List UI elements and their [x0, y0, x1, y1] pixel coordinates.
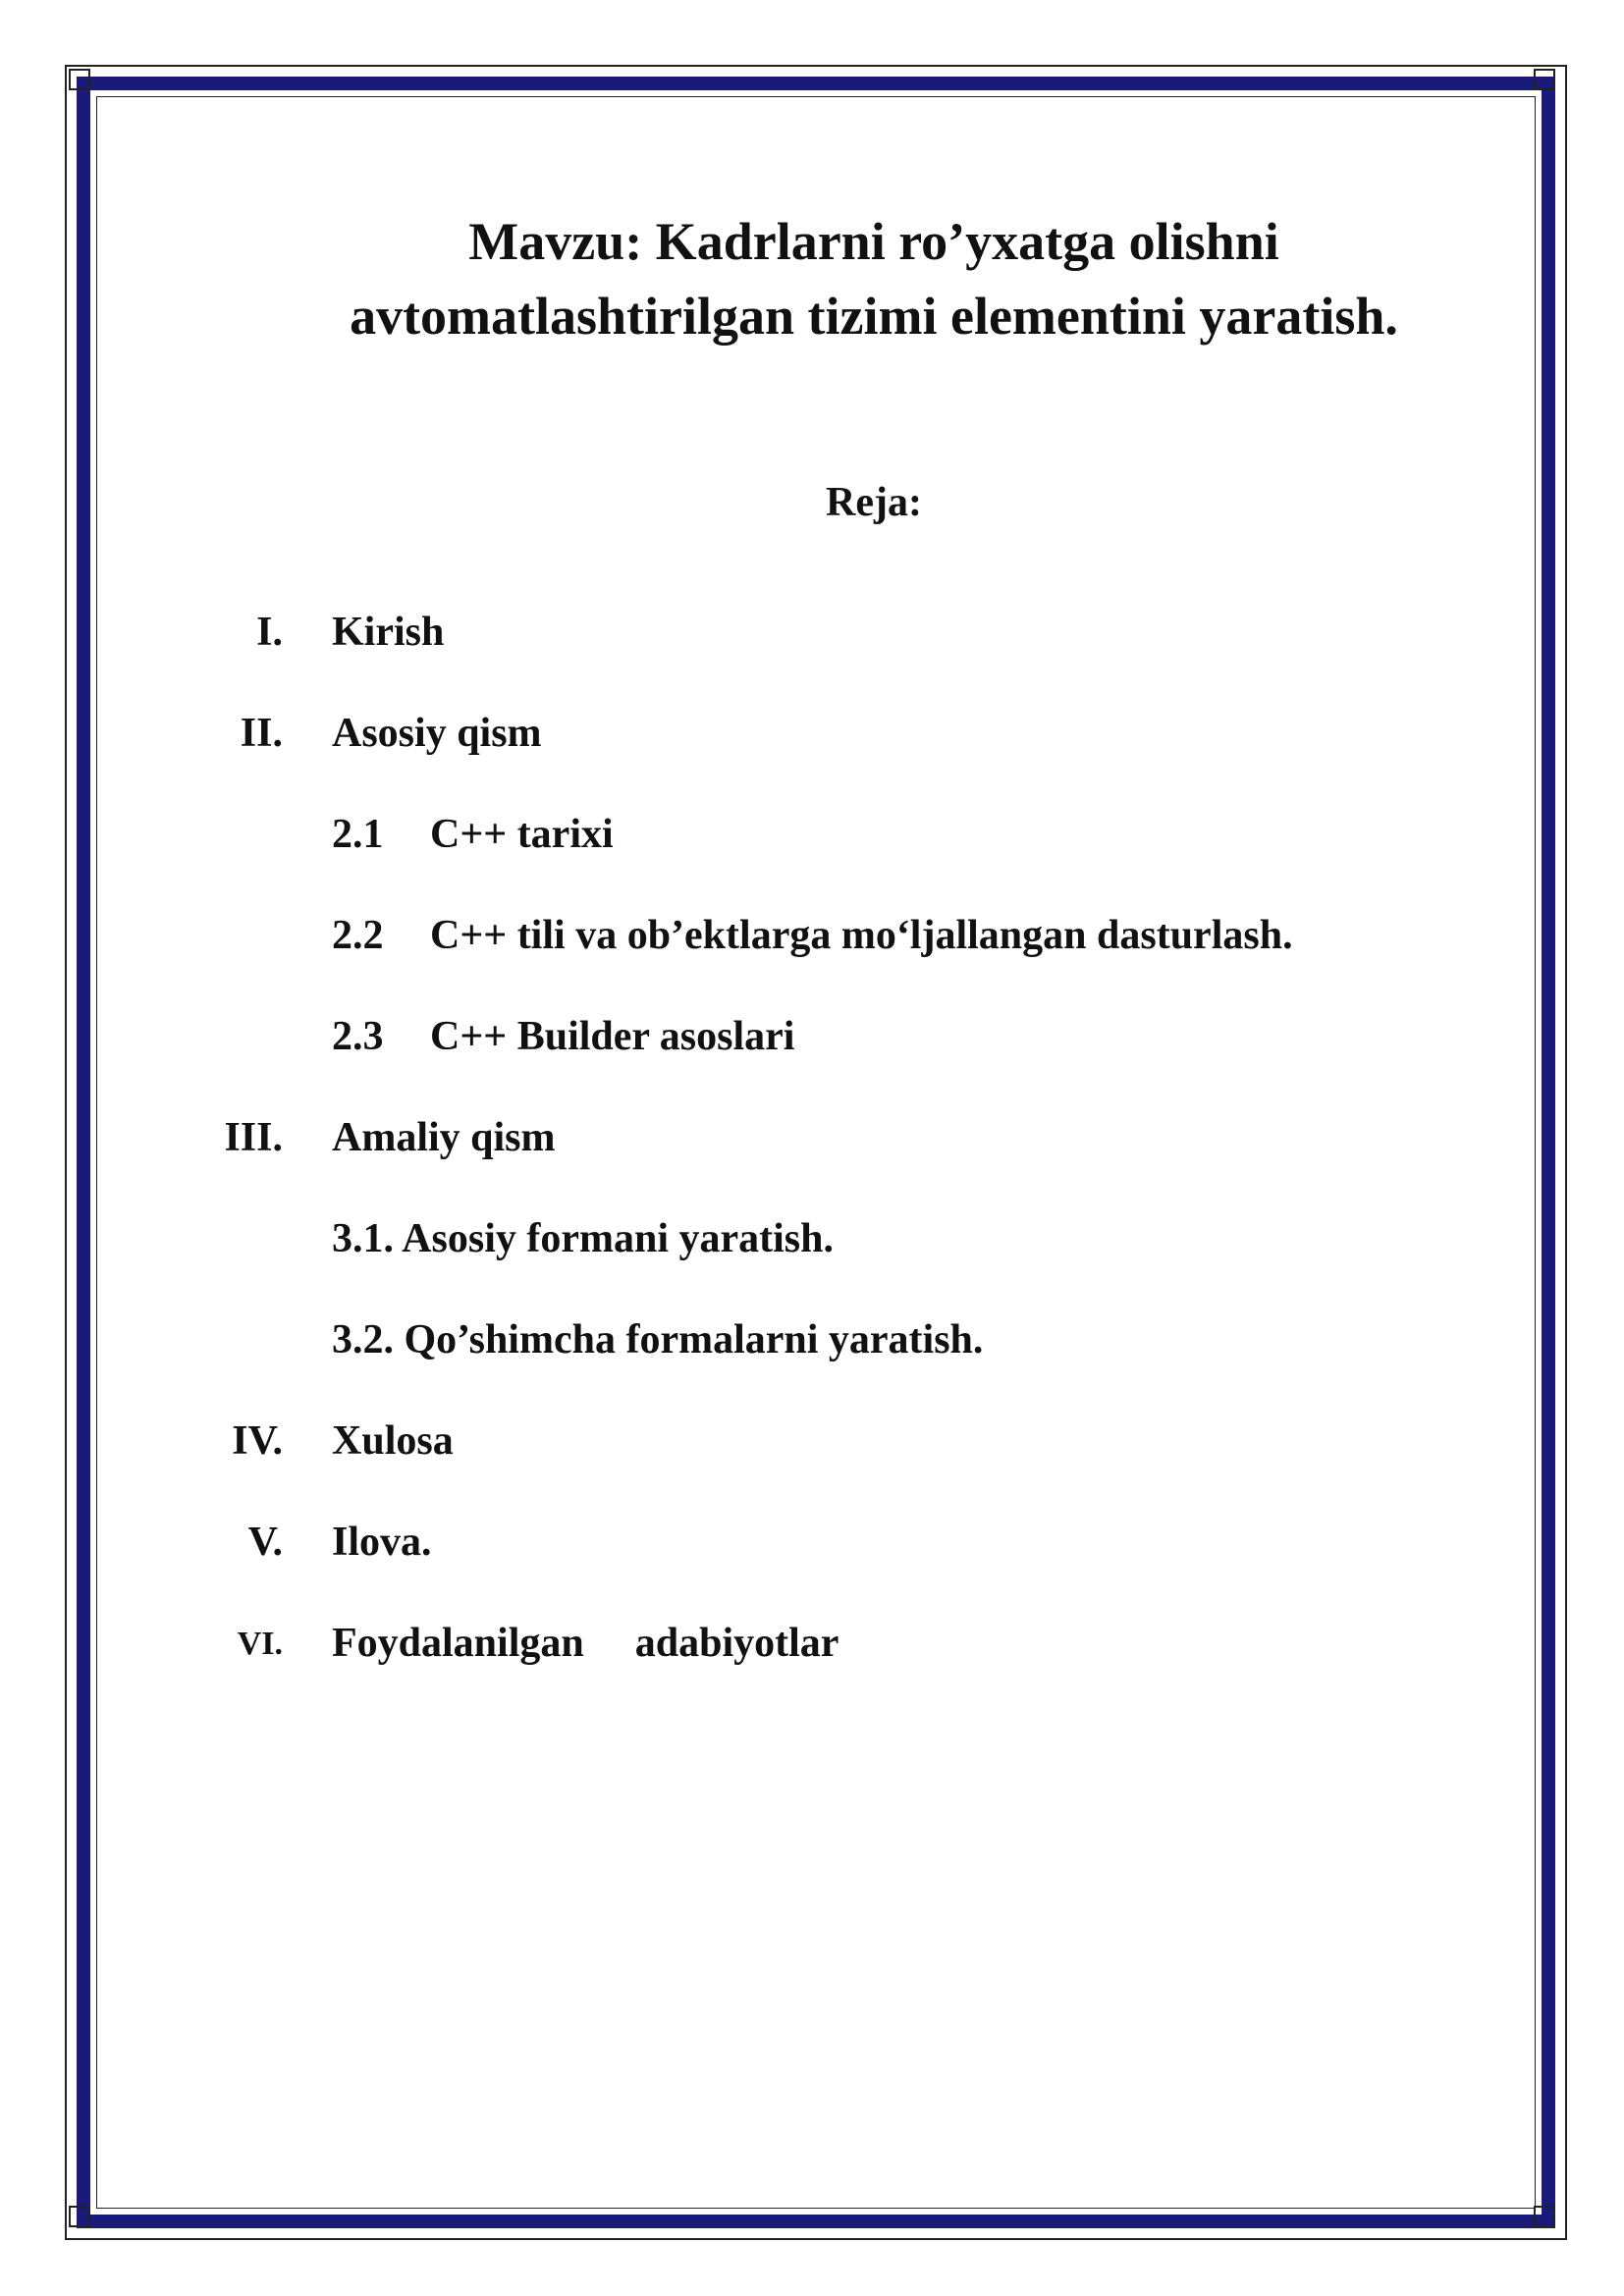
plan-item-text: Xulosa	[332, 1418, 454, 1464]
plan-item-number: V.	[247, 1520, 283, 1565]
plan-subitem-text: C++ tarixi	[430, 812, 614, 857]
plan-subitem-3-2: 3.2. Qo’shimcha formalarni yaratish.	[332, 1317, 984, 1362]
plan-item-text: Amaliy qism	[332, 1115, 556, 1160]
corner-ornament-top-right	[1534, 69, 1555, 90]
plan-item-number: I.	[256, 610, 283, 655]
plan-subitem-text: C++ tili va ob’ektlarga mo‘ljallangan dasturlash.	[430, 913, 1293, 958]
plan-subitem-3-1: 3.1. Asosiy formani yaratish.	[332, 1216, 835, 1261]
corner-ornament-bottom-left	[69, 2206, 90, 2227]
corner-ornament-bottom-right	[1534, 2206, 1555, 2227]
plan-item-number: VI.	[237, 1626, 283, 1662]
plan-item-text-part-a: Foydalanilgan	[332, 1621, 584, 1666]
plan-item-number: II.	[240, 711, 283, 756]
plan-subitem-number: 2.1	[332, 812, 384, 857]
plan-item-text	[332, 1620, 839, 1667]
plan-subitem-number: 2.3	[332, 1014, 384, 1059]
plan-item-text: Kirish	[332, 610, 445, 655]
document-title	[295, 204, 1453, 353]
title-line-1: Mavzu: Kadrlarni ro’yxatga olishni	[468, 212, 1279, 271]
plan-subitem-text: C++ Builder asoslari	[430, 1014, 795, 1059]
plan-item-number: IV.	[232, 1418, 283, 1464]
corner-ornament-top-left	[69, 69, 90, 90]
plan-item-text-part-b: adabiyotlar	[634, 1621, 839, 1666]
plan-item-number: III.	[224, 1115, 283, 1160]
plan-item-text: Ilova.	[332, 1520, 432, 1565]
plan-heading: Reja:	[826, 480, 922, 525]
plan-item-text: Asosiy qism	[332, 711, 542, 756]
plan-subitem-number: 2.2	[332, 913, 384, 958]
page-border-inner	[96, 96, 1536, 2209]
title-line-2: avtomatlashtirilgan tizimi elementini yaratish.	[350, 287, 1398, 346]
